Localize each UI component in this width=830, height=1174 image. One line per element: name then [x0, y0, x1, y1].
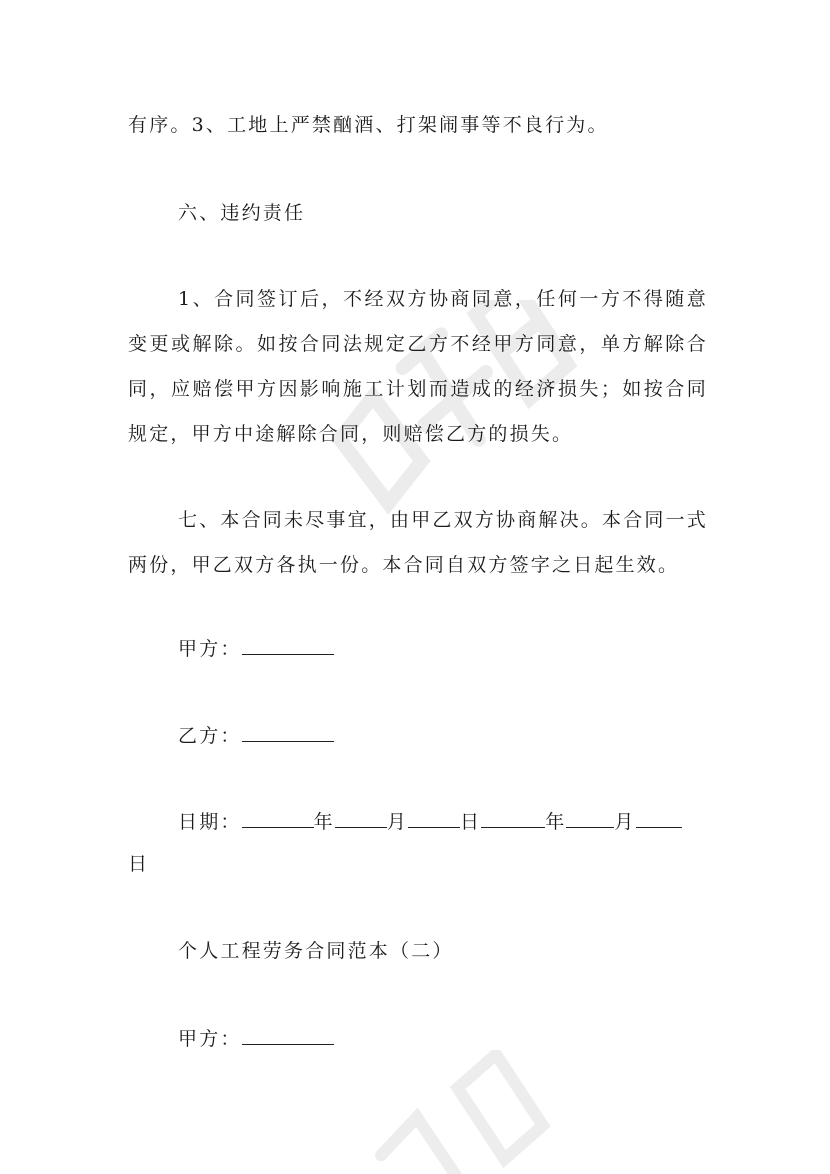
date-blank-2	[335, 809, 387, 828]
date-label: 日期：	[178, 811, 242, 833]
month-char-1: 月	[386, 811, 409, 833]
date-row-wrap-day: 日	[128, 853, 150, 875]
day-char-1: 日	[460, 811, 482, 833]
date-blank-5	[566, 809, 614, 828]
party-a-label: 甲方：	[178, 638, 242, 660]
month-char-2: 月	[614, 811, 636, 833]
section-six-heading: 六、违约责任	[178, 202, 306, 224]
contract-two-title: 个人工程劳务合同范本（二）	[178, 940, 454, 962]
party-b-blank	[242, 723, 334, 742]
party-a-blank	[242, 636, 334, 655]
date-row	[178, 809, 682, 834]
party-a-signature-row-2	[178, 1026, 334, 1051]
date-blank-1	[242, 809, 314, 828]
section-seven-paragraph: 七、本合同未尽事宜，由甲乙双方协商解决。本合同一式两份，甲乙双方各执一份。本合同自双方签字之日起生效。	[128, 509, 709, 576]
continuation-line: 有序。3、工地上严禁酗酒、打架闹事等不良行为。	[128, 114, 609, 136]
party-b-signature-row	[178, 723, 334, 748]
date-blank-4	[481, 809, 545, 828]
year-char-2: 年	[545, 811, 567, 833]
party-b-label: 乙方：	[178, 725, 242, 747]
year-char-1: 年	[313, 811, 335, 833]
party-a-blank-2	[242, 1026, 334, 1045]
party-a-label-2: 甲方：	[178, 1028, 242, 1050]
party-a-signature-row	[178, 636, 334, 661]
watermark-stamp-lower	[330, 1050, 590, 1174]
section-six-paragraph: 1、合同签订后，不经双方协商同意，任何一方不得随意变更或解除。如按合同法规定乙方不经甲方同意，单方解除合同，应赔偿甲方因影响施工计划而造成的经济损失；如按合同规定，甲方中途解除合同，则赔偿乙方的损失。	[128, 288, 708, 445]
date-blank-3	[408, 809, 460, 828]
date-blank-6	[636, 809, 682, 828]
